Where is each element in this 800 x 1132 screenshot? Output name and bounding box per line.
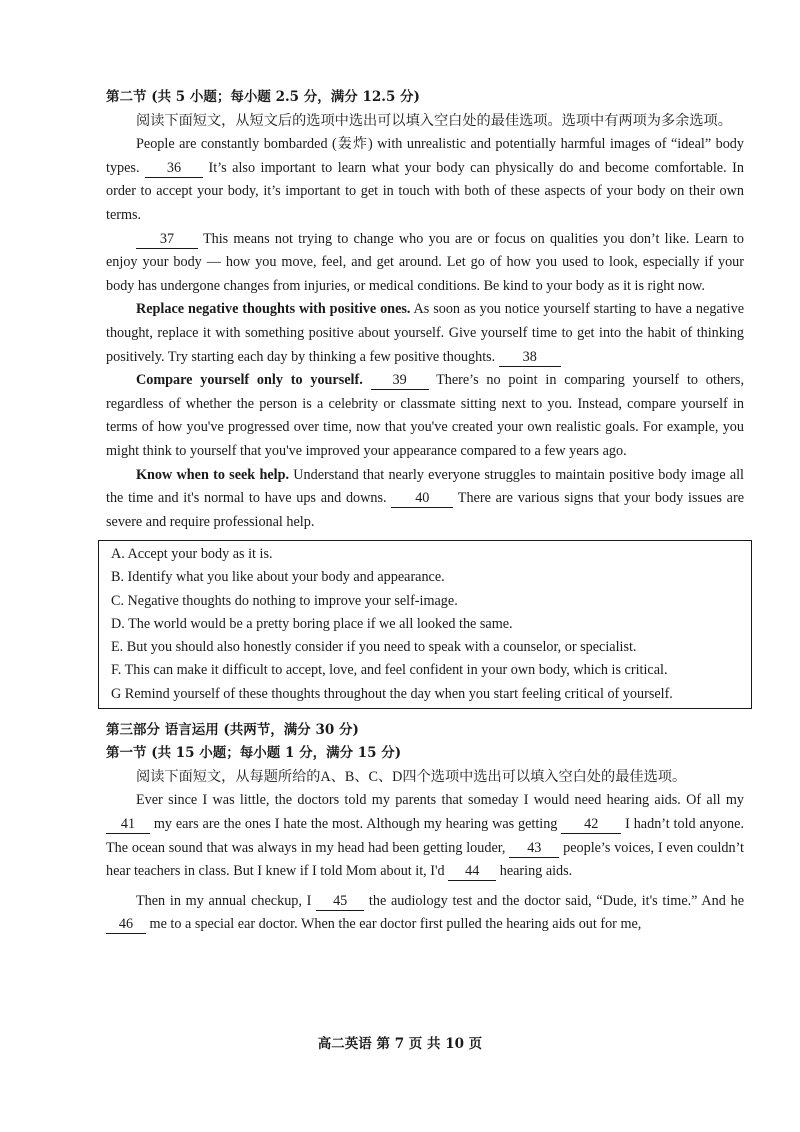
page-content [106, 86, 744, 937]
subheading: Know when to seek help. [136, 466, 290, 483]
text: I hadn’t told anyone. The ocean sound that was always in my head had been getting louder, [106, 816, 744, 856]
passage1-paragraph-4 [106, 369, 744, 463]
passage1-paragraph-1 [106, 133, 744, 227]
blank-44: 44 [448, 863, 496, 881]
options-box [98, 540, 752, 708]
text: There’s no point in comparing yourself to others, regardless of whether the person is a celebrity or classmate sitting next to you. Instead, compare yourself in terms of how you've progressed over time, now that you've created your own realistic goals. For example, you might think to yourself that you've improved your appearance compared to a few years ago. [106, 372, 744, 459]
blank-39: 39 [371, 372, 429, 390]
text: my ears are the ones I hate the most. Although my hearing was getting [150, 816, 562, 833]
passage1-paragraph-3 [106, 298, 744, 369]
text: This means not trying to change who you are or focus on qualities you don’t like. Learn to enjoy your body — how you move, feel, and get around. Let go of how you used to look, especially if your body has undergone changes from injuries, or medical conditions. Be kind to your body as it is right now. [106, 230, 744, 294]
text: me to a special ear doctor. When the ear doctor first pulled the hearing aids out for me, [146, 916, 642, 933]
text: As soon as you notice yourself starting to have a negative thought, replace it with something positive about yourself. Give yourself time to get into the habit of thinking positively. Try starting each day by thinking a few positive thoughts. [106, 301, 744, 365]
text: People are constantly bombarded (轰炸) with unrealistic and potentially harmful images of “ideal” body types. [106, 136, 744, 176]
passage2-paragraph-1 [106, 789, 744, 883]
passage1-paragraph-2 [106, 228, 744, 299]
part3-section1-heading: 第一节 (共 15 小题；每小题 1 分，满分 15 分) [106, 745, 402, 762]
blank-38: 38 [499, 349, 561, 367]
subheading: Compare yourself only to yourself. [136, 372, 363, 389]
part3-instruction: 阅读下面短文，从每题所给的A、B、C、D四个选项中选出可以填入空白处的最佳选项。 [136, 768, 687, 785]
text: Understand that nearly everyone struggles to maintain positive body image all the time and it's normal to have ups and downs. [106, 466, 745, 507]
option-a: A. Accept your body as it is. [111, 546, 273, 563]
blank-37: 37 [136, 231, 198, 249]
option-e: E. But you should also honestly consider if you need to speak with a counselor, or specialist. [111, 639, 637, 656]
passage1-paragraph-5 [106, 464, 744, 535]
text: the audiology test and the doctor said, “Dude, it's time.” And he [364, 892, 744, 909]
option-f: F. This can make it difficult to accept, love, and feel confident in your own body, which is critical. [111, 662, 668, 679]
text: people’s voices, I even couldn’t hear teachers in class. But I knew if I told Mom about it, I'd [106, 839, 745, 880]
blank-45: 45 [316, 893, 364, 911]
option-g: G Remind yourself of these thoughts throughout the day when you start feeling critical of yourself. [111, 685, 673, 702]
blank-42: 42 [561, 816, 621, 834]
section2-heading: 第二节 (共 5 小题；每小题 2.5 分，满分 12.5 分) [106, 89, 420, 105]
option-d: D. The world would be a pretty boring place if we all looked the same. [111, 615, 513, 632]
page-footer: 高二英语 第 7 页 共 10 页 [317, 1036, 483, 1052]
blank-36: 36 [145, 160, 203, 178]
text: It’s also important to learn what your body can physically do and become comfortable. In order to accept your body, it’s important to get in touch with both of these aspects of your body on their own terms. [106, 159, 744, 223]
section2-instruction: 阅读下面短文，从短文后的选项中选出可以填入空白处的最佳选项。选项中有两项为多余选项。 [136, 112, 732, 129]
option-c: C. Negative thoughts do nothing to improve your self-image. [111, 592, 458, 609]
text: Ever since I was little, the doctors told my parents that someday I would need hearing aids. Of all my [136, 792, 744, 809]
passage2-paragraph-2 [106, 890, 744, 937]
blank-43: 43 [509, 840, 559, 858]
text: There are various signs that your body issues are severe and require professional help. [106, 490, 744, 530]
text: hearing aids. [496, 863, 573, 880]
part3-heading: 第三部分 语言运用 (共两节，满分 30 分) [106, 721, 359, 738]
blank-41: 41 [106, 816, 150, 834]
text: Then in my annual checkup, I [136, 892, 317, 909]
blank-46: 46 [106, 916, 146, 934]
option-b: B. Identify what you like about your body and appearance. [111, 569, 445, 586]
subheading: Replace negative thoughts with positive ones. [136, 301, 411, 318]
blank-40: 40 [391, 490, 453, 508]
